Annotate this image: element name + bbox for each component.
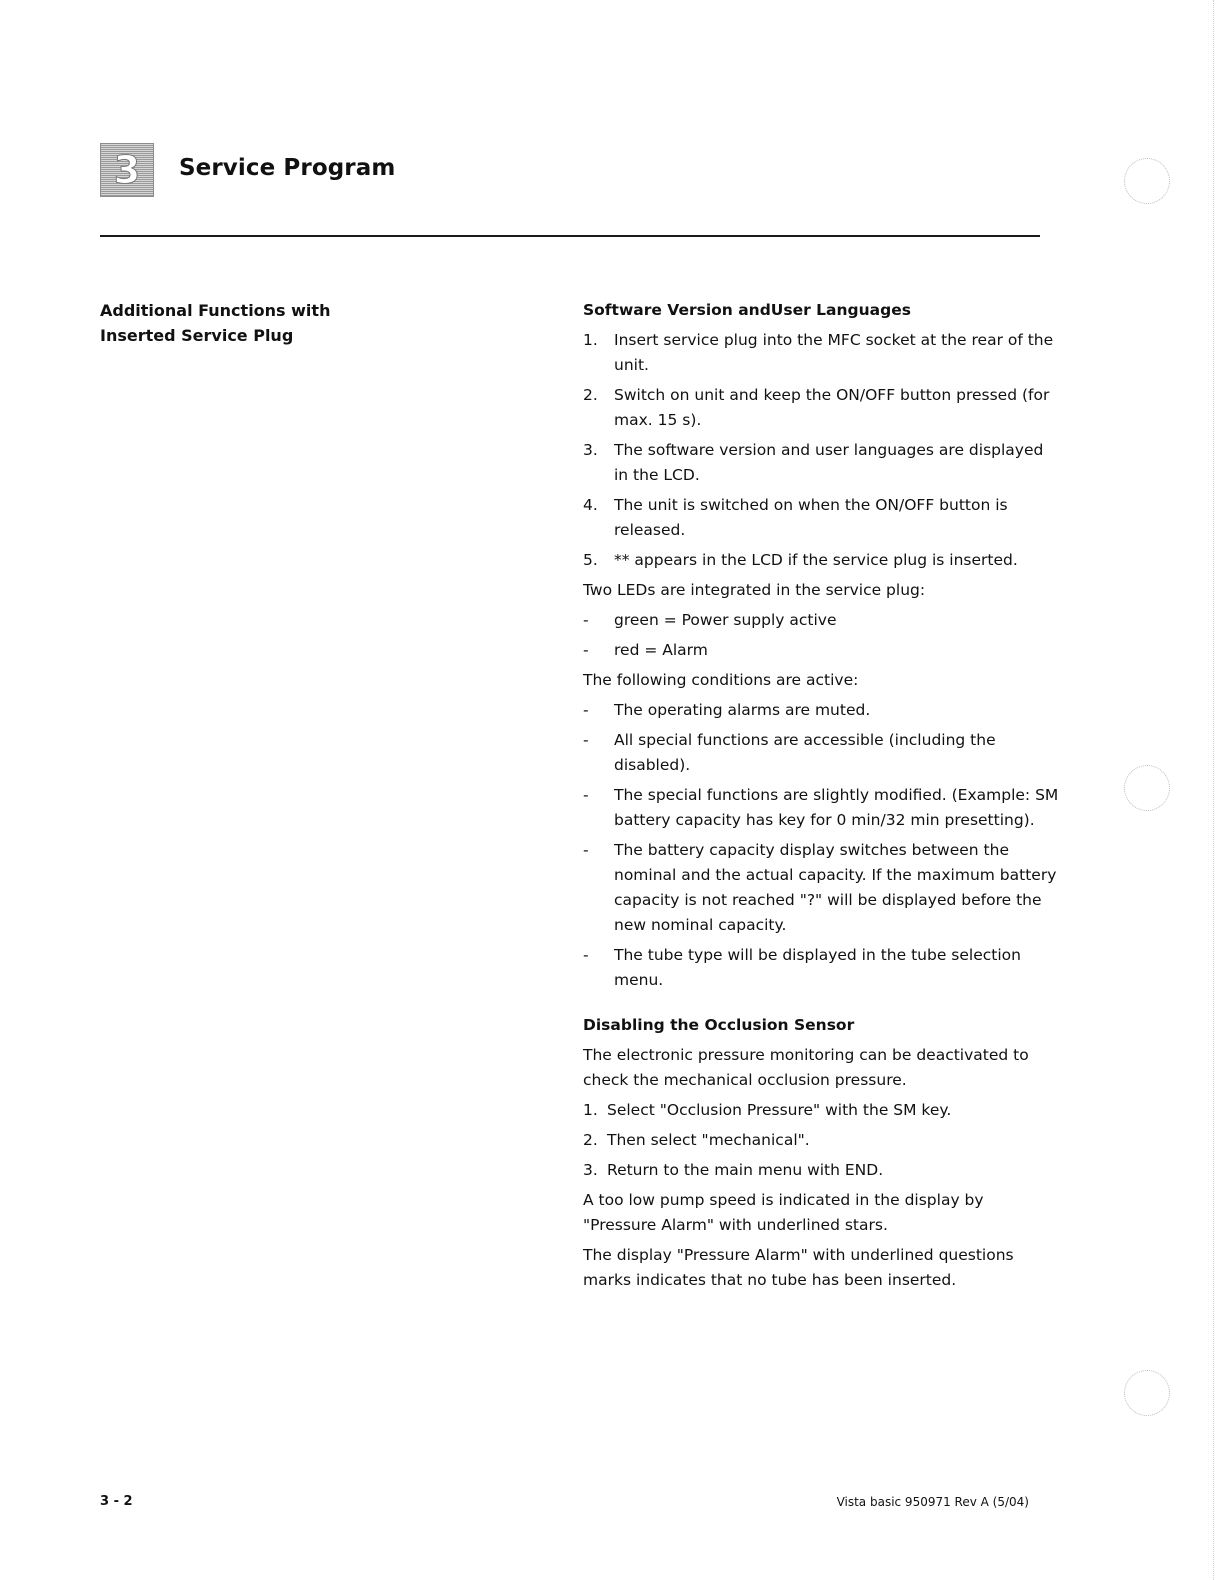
page-title: Service Program [179, 155, 396, 181]
pressure-note-question-marks: The display "Pressure Alarm" with underlined questions marks indicates that no tube has been inserted. [583, 1246, 1014, 1289]
list-item [583, 943, 1061, 993]
step-text: Then select "mechanical". [607, 1131, 810, 1149]
pressure-note-stars: A too low pump speed is indicated in the display by "Pressure Alarm" with underlined stars. [583, 1191, 984, 1234]
dash-marker: - [583, 841, 589, 859]
chapter-number: 3 [113, 148, 141, 192]
occlusion-intro: The electronic pressure monitoring can be deactivated to check the mechanical occlusion pressure. [583, 1046, 1029, 1089]
list-item [583, 328, 1061, 378]
chapter-badge [100, 143, 154, 197]
list-item [583, 1158, 1061, 1183]
list-item [583, 838, 1061, 938]
step-number: 3. [583, 441, 598, 459]
list-item [583, 783, 1061, 833]
step-number: 1. [583, 1101, 598, 1119]
dash-marker: - [583, 611, 589, 629]
punch-hole-bottom [1124, 1370, 1170, 1416]
punch-hole-top [1124, 158, 1170, 204]
step-text: The unit is switched on when the ON/OFF button is released. [614, 496, 1008, 539]
software-steps-list [583, 328, 1061, 573]
step-text: Switch on unit and keep the ON/OFF button pressed (for max. 15 s). [614, 386, 1050, 429]
conditions-list [583, 698, 1061, 993]
led-text: red = Alarm [614, 641, 708, 659]
step-number: 2. [583, 1131, 598, 1149]
list-item [583, 1128, 1061, 1153]
list-item [583, 493, 1061, 543]
section-heading-occlusion-sensor: Disabling the Occlusion Sensor [583, 1016, 855, 1034]
list-item [583, 638, 1061, 663]
list-item [583, 438, 1061, 488]
side-heading-line-2: Inserted Service Plug [100, 326, 294, 345]
list-item [583, 728, 1061, 778]
dash-marker: - [583, 786, 589, 804]
document-reference: Vista basic 950971 Rev A (5/04) [836, 1495, 1029, 1509]
step-text: ** appears in the LCD if the service plug is inserted. [614, 551, 1018, 569]
occlusion-steps-list [583, 1098, 1061, 1183]
dash-marker: - [583, 731, 589, 749]
step-text: Insert service plug into the MFC socket at the rear of the unit. [614, 331, 1054, 374]
condition-text: The operating alarms are muted. [614, 701, 871, 719]
condition-text: All special functions are accessible (including the disabled). [614, 731, 996, 774]
step-text: Return to the main menu with END. [607, 1161, 884, 1179]
condition-text: The tube type will be displayed in the tube selection menu. [614, 946, 1021, 989]
page-number: 3 - 2 [100, 1494, 133, 1509]
list-item [583, 548, 1061, 573]
list-item [583, 383, 1061, 433]
step-number: 2. [583, 386, 598, 404]
list-item [583, 608, 1061, 633]
header-divider [100, 235, 1040, 237]
scan-edge [1213, 0, 1216, 1580]
leds-intro: Two LEDs are integrated in the service plug: [583, 581, 926, 599]
condition-text: The battery capacity display switches between the nominal and the actual capacity. If the maximum battery capacity is not reached "?" will be displayed before the new nominal capacity. [614, 841, 1057, 934]
step-number: 1. [583, 331, 598, 349]
side-heading [100, 298, 430, 348]
side-heading-line-1: Additional Functions with [100, 301, 331, 320]
dash-marker: - [583, 701, 589, 719]
step-number: 3. [583, 1161, 598, 1179]
main-content [583, 298, 1061, 1298]
condition-text: The special functions are slightly modified. (Example: SM battery capacity has key for 0 min/32 min presetting). [614, 786, 1059, 829]
list-item [583, 1098, 1061, 1123]
leds-list [583, 608, 1061, 663]
step-text: The software version and user languages are displayed in the LCD. [614, 441, 1044, 484]
step-number: 5. [583, 551, 598, 569]
led-text: green = Power supply active [614, 611, 837, 629]
conditions-intro: The following conditions are active: [583, 671, 859, 689]
step-number: 4. [583, 496, 598, 514]
list-item [583, 698, 1061, 723]
step-text: Select "Occlusion Pressure" with the SM key. [607, 1101, 952, 1119]
dash-marker: - [583, 946, 589, 964]
section-heading-software-version: Software Version andUser Languages [583, 301, 911, 319]
dash-marker: - [583, 641, 589, 659]
punch-hole-middle [1124, 765, 1170, 811]
